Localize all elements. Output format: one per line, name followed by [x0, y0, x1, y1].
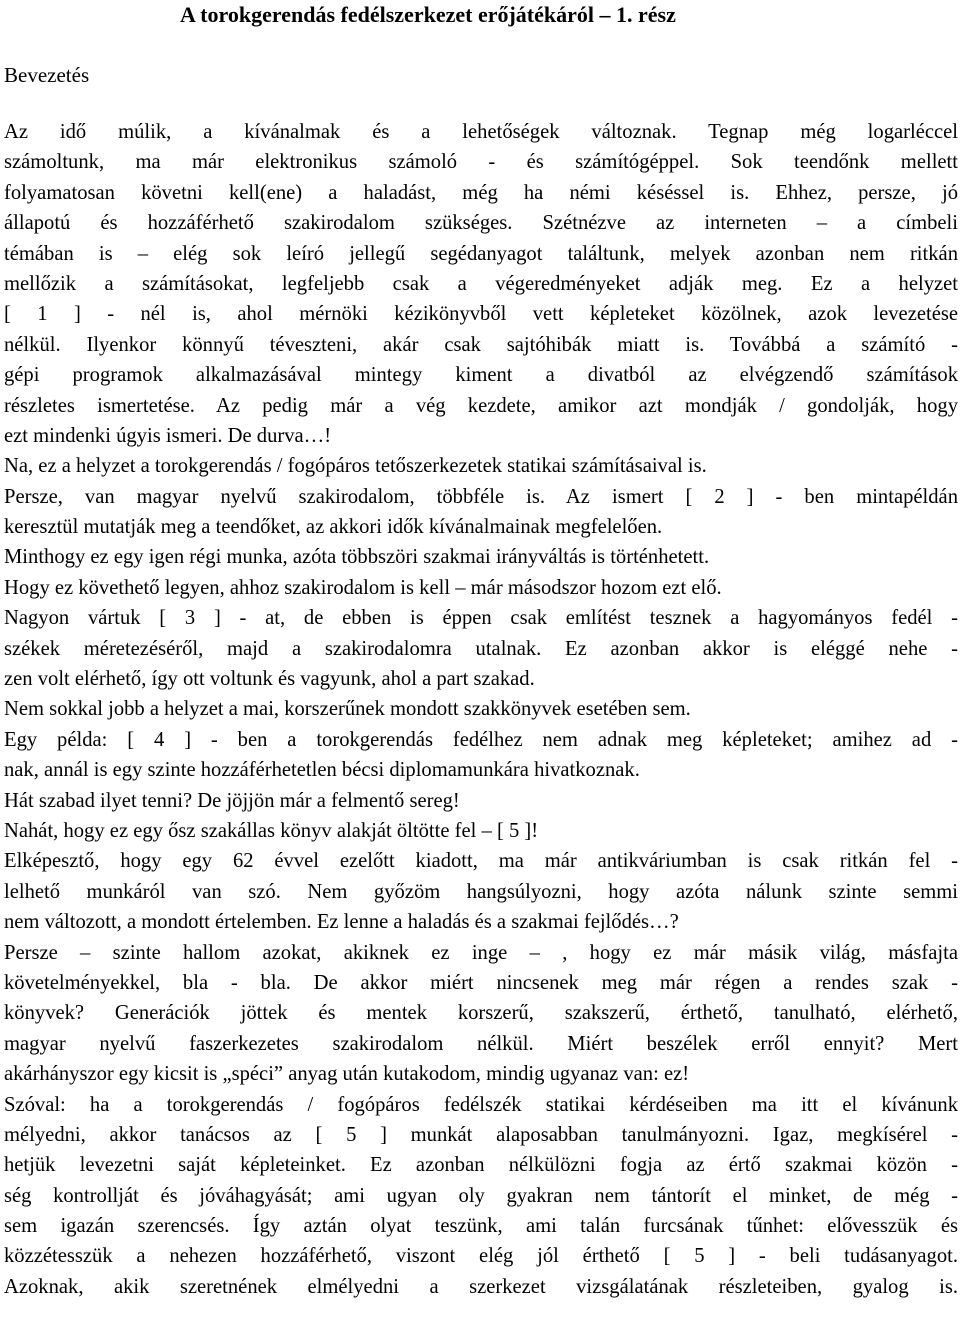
text-line: ezt mindenki úgyis ismeri. De durva…! — [4, 424, 332, 447]
text-line: gépi programok alkalmazásával mintegy kiment a divatból az elvégzendő számítások — [4, 364, 958, 387]
text-line: székek méretezéséről, majd a szakirodalomra utalnak. Ez azonban akkor is eléggé nehe - — [4, 637, 958, 660]
text-line: Persze – szinte hallom azokat, akiknek ez inge – , hogy ez már másik világ, másfajta — [4, 941, 958, 964]
text-line: zen volt elérhető, így ott voltunk és vagyunk, ahol a part szakad. — [4, 668, 535, 691]
text-line: magyar nyelvű faszerkezetes szakirodalom nélkül. Miért beszélek erről ennyit? Mert — [4, 1032, 958, 1055]
text-line: témában is – elég sok leíró jellegű segédanyagot találtunk, melyek azonban nem ritkán — [4, 242, 958, 265]
text-line: Minthogy ez egy igen régi munka, azóta többszöri szakmai irányváltás is történhetett. — [4, 546, 710, 569]
text-line: nak, annál is egy szinte hozzáférhetetlen bécsi diplomamunkára hivatkoznak. — [4, 759, 640, 782]
text-line: mélyedni, akkor tanácsos az [ 5 ] munkát alaposabban tanulmányozni. Igaz, megkísérel - — [4, 1123, 958, 1146]
text-line: folyamatosan követni kell(ene) a haladást, még ha némi késéssel is. Ehhez, persze, jó — [4, 181, 958, 204]
text-line: lelhető munkáról van szó. Nem győzöm hangsúlyozni, hogy azóta nálunk szinte semmi — [4, 880, 958, 903]
text-line: ség kontrollját és jóváhagyását; ami ugyan oly gyakran nem tántorít el minket, de még - — [4, 1184, 958, 1207]
text-line: Hát szabad ilyet tenni? De jöjjön már a felmentő sereg! — [4, 789, 460, 812]
text-line: állapotú és hozzáférhető szakirodalom szükséges. Szétnézve az interneten – a címbeli — [4, 212, 958, 235]
text-line: Nem sokkal jobb a helyzet a mai, korszerűnek mondott szakkönyvek esetében sem. — [4, 698, 691, 721]
text-line: keresztül mutatják meg a teendőket, az akkori idők kívánalmainak megfelelően. — [4, 516, 663, 539]
text-line: Szóval: ha a torokgerendás / fogópáros fedélszék statikai kérdéseiben ma itt el kívánunk — [4, 1093, 958, 1116]
text-line: mellőzik a számításokat, legfeljebb csak a végeredményeket adják meg. Ez a helyzet — [4, 272, 958, 295]
text-line: közzétesszük a nehezen hozzáférhető, viszont elég jól érthető [ 5 ] - beli tudásanyagot. — [4, 1245, 958, 1268]
text-line: részletes ismertetése. Az pedig már a vég kezdete, amikor azt mondják / gondolják, hogy — [4, 394, 958, 417]
text-line: akárhányszor egy kicsit is „spéci” anyag után kutakodom, mindig ugyanaz van: ez! — [4, 1063, 690, 1086]
text-line: nem változott, a mondott értelemben. Ez lenne a haladás és a szakmai fejlődés…? — [4, 911, 679, 934]
text-line: [ 1 ] - nél is, ahol mérnöki kézikönyvből vett képleteket közölnek, azok levezetése — [4, 303, 958, 326]
body-paragraphs — [4, 117, 958, 1302]
section-heading: Bevezetés — [4, 63, 90, 87]
text-line: Na, ez a helyzet a torokgerendás / fogópáros tetőszerkezetek statikai számításaival is. — [4, 455, 707, 478]
text-line: Azoknak, akik szeretnének elmélyedni a szerkezet vizsgálatának részleteiben, gyalog is. — [4, 1275, 958, 1298]
text-line: hetjük levezetni saját képleteinket. Ez azonban nélkülözni fogja az értő szakmai közön - — [4, 1154, 958, 1177]
document-title: A torokgerendás fedélszerkezet erőjátékáról – 1. rész — [180, 2, 676, 27]
text-line: könyvek? Generációk jöttek és mentek korszerű, szakszerű, érthető, tanulható, elérhető, — [4, 1002, 958, 1025]
text-line: Nagyon vártuk [ 3 ] - at, de ebben is éppen csak említést tesznek a hagyományos fedél - — [4, 607, 958, 630]
text-line: sem igazán szerencsés. Így aztán olyat teszünk, ami talán furcsának tűnhet: elővesszük és — [4, 1215, 958, 1238]
text-line: Egy példa: [ 4 ] - ben a torokgerendás fedélhez nem adnak meg képleteket; amihez ad - — [4, 728, 958, 751]
text-line: Elképesztő, hogy egy 62 évvel ezelőtt kiadott, ma már antikváriumban is csak ritkán fel - — [4, 850, 958, 873]
text-line: Hogy ez követhető legyen, ahhoz szakirodalom is kell – már másodszor hozom ezt elő. — [4, 576, 722, 599]
text-line: Az idő múlik, a kívánalmak és a lehetőségek változnak. Tegnap még logarléccel — [4, 121, 958, 143]
text-line: Persze, van magyar nyelvű szakirodalom, többféle is. Az ismert [ 2 ] - ben mintapéldán — [4, 485, 958, 508]
text-line: nélkül. Ilyenkor könnyű téveszteni, akár csak sajtóhibák miatt is. Továbbá a számító - — [4, 333, 958, 356]
text-line: számoltunk, ma már elektronikus számoló - és számítógéppel. Sok teendőnk mellett — [4, 151, 958, 174]
text-line: Nahát, hogy ez egy ősz szakállas könyv alakját öltötte fel – [ 5 ]! — [4, 819, 539, 842]
text-line: követelményekkel, bla - bla. De akkor miért nincsenek meg már régen a rendes szak - — [4, 971, 958, 994]
